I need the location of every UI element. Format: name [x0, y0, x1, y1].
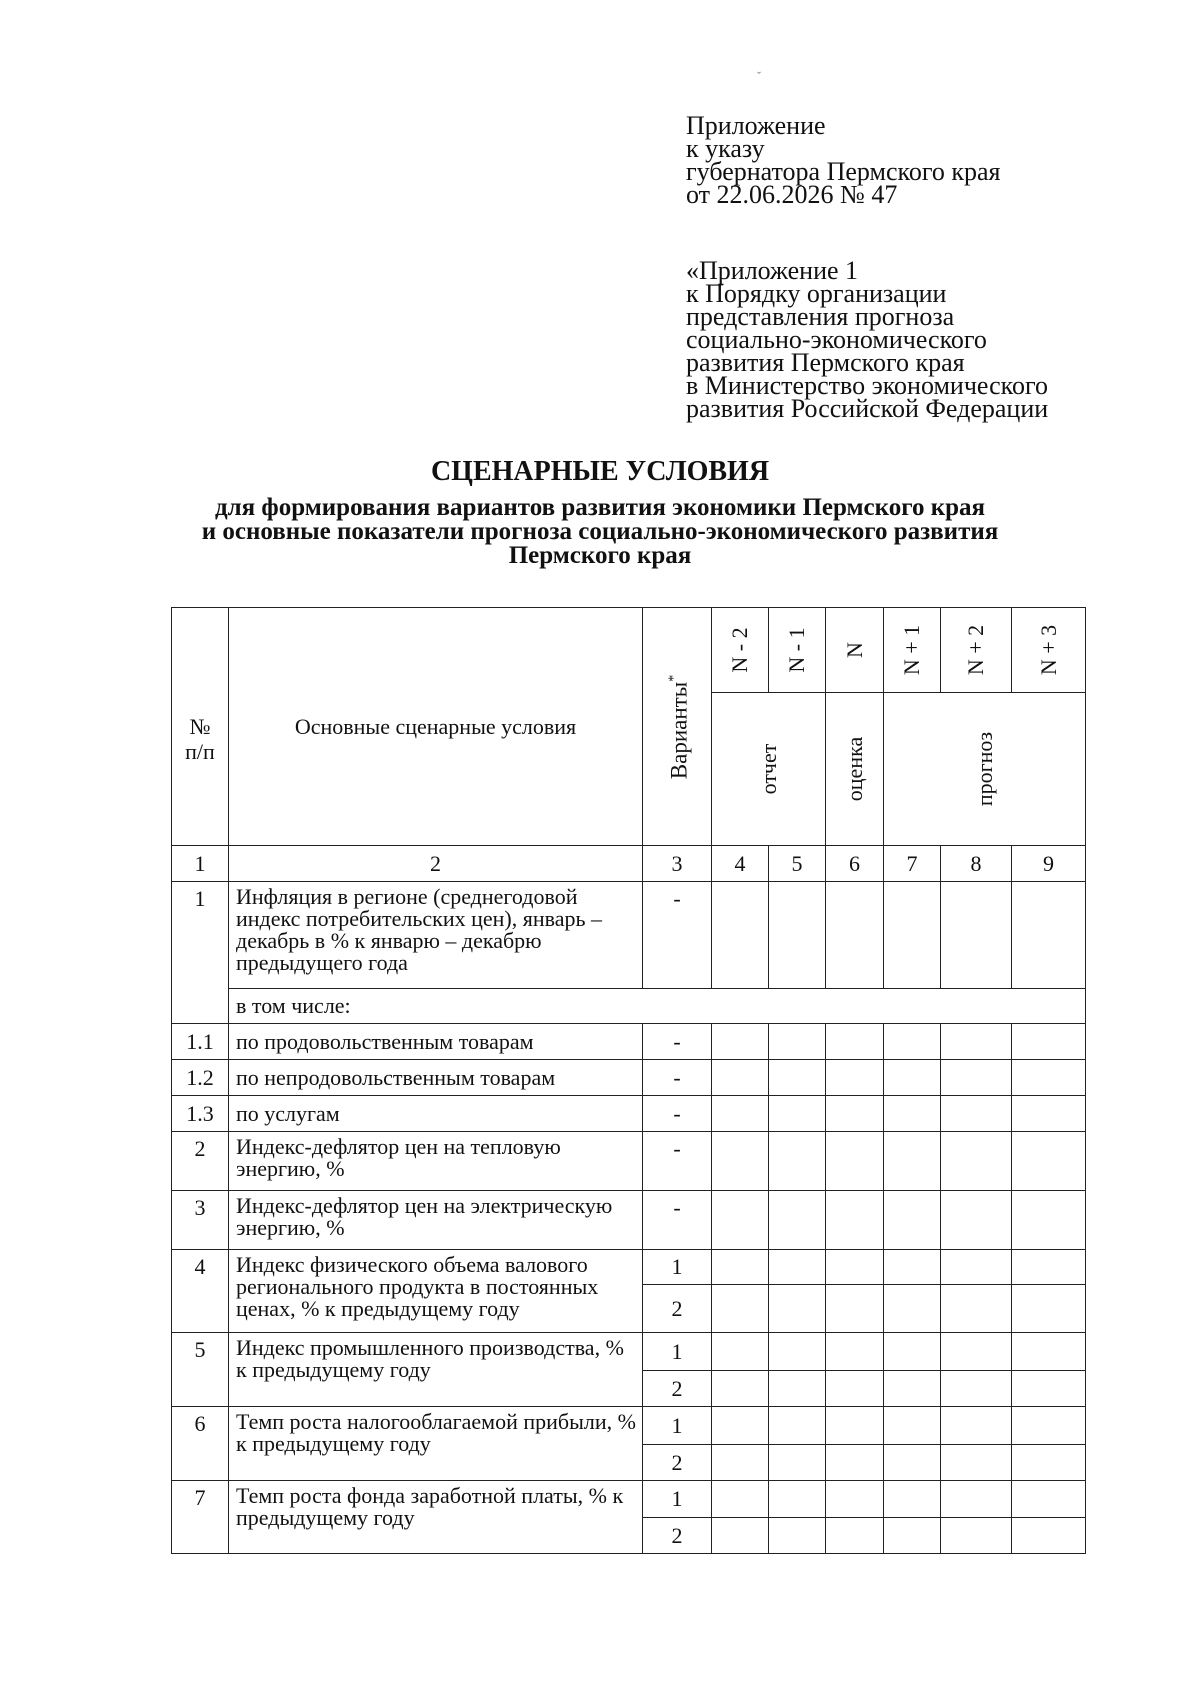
value-cell — [1012, 1371, 1086, 1407]
header-estimate — [826, 693, 884, 846]
value-cell — [884, 1445, 941, 1481]
value-cell — [941, 1191, 1012, 1250]
header-row — [172, 608, 1086, 693]
estimate-label: оценка — [841, 736, 867, 802]
value-cell — [712, 1407, 769, 1445]
row-text: по непродовольственным товарам — [229, 1060, 643, 1096]
value-cell — [941, 1132, 1012, 1191]
value-cell — [826, 1445, 884, 1481]
header-forecast — [884, 693, 1086, 846]
year-label: N + 1 — [899, 624, 924, 676]
row-variant: 1 — [643, 1250, 712, 1285]
value-cell — [941, 1445, 1012, 1481]
value-cell — [826, 1191, 884, 1250]
value-cell — [1012, 1445, 1086, 1481]
value-cell — [941, 1481, 1012, 1518]
table-row — [172, 1481, 1086, 1518]
row-number: 5 — [172, 1333, 229, 1407]
value-cell — [941, 1371, 1012, 1407]
row-number: 2 — [172, 1132, 229, 1191]
value-cell — [712, 1024, 769, 1060]
attachment-block-2 — [686, 256, 1049, 423]
attachment-line: развития Российской Федерации — [686, 394, 1049, 423]
value-cell — [712, 1371, 769, 1407]
year-label: N - 1 — [784, 627, 809, 673]
variants-footnote-mark: * — [666, 674, 682, 682]
value-cell — [769, 1407, 826, 1445]
value-cell — [712, 1191, 769, 1250]
attachment-line: социально-экономического — [686, 325, 987, 354]
value-cell — [769, 1191, 826, 1250]
row-text: Индекс-дефлятор цен на тепловую энергию, % — [229, 1132, 643, 1191]
header-year — [769, 608, 826, 693]
year-label: N + 3 — [1035, 624, 1061, 676]
header-variants-label: Варианты — [666, 681, 692, 779]
row-variant: 1 — [643, 1481, 712, 1518]
value-cell — [826, 1407, 884, 1445]
header-year — [884, 608, 941, 693]
table-row — [172, 1060, 1086, 1096]
value-cell — [1012, 1518, 1086, 1554]
value-cell — [826, 1285, 884, 1333]
subtitle-line: для формирования вариантов развития экономики Пермского края — [214, 494, 986, 521]
row-variant: 2 — [643, 1518, 712, 1554]
header-conditions — [229, 608, 643, 846]
column-number: 6 — [826, 846, 884, 882]
attachment-line: к Порядку организации — [686, 279, 947, 308]
forecast-label: прогноз — [971, 731, 997, 807]
column-number: 2 — [229, 846, 643, 882]
row-text: Инфляция в регионе (среднегодовой индекс потребительских цен), январь – декабрь в % к январю – декабрю предыдущего года — [229, 882, 643, 989]
row-number: 1.1 — [172, 1024, 229, 1060]
value-cell — [769, 1060, 826, 1096]
value-cell — [884, 1285, 941, 1333]
document-subtitle — [150, 496, 1050, 568]
header-variants — [643, 608, 712, 846]
value-cell — [769, 1096, 826, 1132]
row-variant: - — [643, 1096, 712, 1132]
value-cell — [1012, 1096, 1086, 1132]
value-cell — [826, 1024, 884, 1060]
header-conditions-label: Основные сценарные условия — [294, 713, 577, 739]
row-number: 4 — [172, 1250, 229, 1333]
value-cell — [712, 1445, 769, 1481]
row-variant: - — [643, 1191, 712, 1250]
value-cell — [1012, 1407, 1086, 1445]
value-cell — [941, 882, 1012, 989]
table-row-subheader — [172, 989, 1086, 1024]
value-cell — [769, 1481, 826, 1518]
value-cell — [1012, 1250, 1086, 1285]
table-row — [172, 1132, 1086, 1191]
header-report — [712, 693, 826, 846]
value-cell — [1012, 1191, 1086, 1250]
value-cell — [769, 1371, 826, 1407]
value-cell — [941, 1096, 1012, 1132]
scenario-table — [171, 607, 1086, 1554]
attachment-line: Приложение — [686, 111, 826, 140]
value-cell — [712, 1333, 769, 1371]
value-cell — [826, 1250, 884, 1285]
value-cell — [826, 1132, 884, 1191]
value-cell — [712, 1481, 769, 1518]
value-cell — [1012, 1060, 1086, 1096]
year-label: N — [841, 642, 867, 658]
row-text: Индекс физического объема валового регионального продукта в постоянных ценах, % к предыдущему году — [229, 1250, 643, 1333]
table-row — [172, 1250, 1086, 1285]
value-cell — [769, 1285, 826, 1333]
row-variant: 2 — [643, 1445, 712, 1481]
row-text: Индекс-дефлятор цен на электрическую энергию, % — [229, 1191, 643, 1250]
row-text: Темп роста фонда заработной платы, % к предыдущему году — [229, 1481, 643, 1554]
value-cell — [769, 1333, 826, 1371]
value-cell — [884, 1481, 941, 1518]
row-text: по услугам — [229, 1096, 643, 1132]
value-cell — [712, 1518, 769, 1554]
row-number: 1 — [172, 882, 229, 1024]
value-cell — [826, 1481, 884, 1518]
value-cell — [712, 1096, 769, 1132]
table-row — [172, 882, 1086, 989]
column-number: 8 — [941, 846, 1012, 882]
value-cell — [826, 882, 884, 989]
row-number: 3 — [172, 1191, 229, 1250]
value-cell — [884, 882, 941, 989]
value-cell — [884, 1333, 941, 1371]
row-text: Темп роста налогооблагаемой прибыли, % к предыдущему году — [229, 1407, 643, 1481]
value-cell — [941, 1250, 1012, 1285]
column-number: 1 — [172, 846, 229, 882]
value-cell — [884, 1024, 941, 1060]
value-cell — [1012, 1285, 1086, 1333]
value-cell — [1012, 1481, 1086, 1518]
row-subheader: в том числе: — [229, 989, 1086, 1024]
row-text: по продовольственным товарам — [229, 1024, 643, 1060]
row-text: Индекс промышленного производства, % к предыдущему году — [229, 1333, 643, 1407]
row-variant: 1 — [643, 1407, 712, 1445]
value-cell — [884, 1096, 941, 1132]
header-year — [826, 608, 884, 693]
value-cell — [769, 1518, 826, 1554]
row-number: 1.2 — [172, 1060, 229, 1096]
value-cell — [941, 1024, 1012, 1060]
value-cell — [712, 1250, 769, 1285]
value-cell — [1012, 1333, 1086, 1371]
value-cell — [884, 1407, 941, 1445]
row-number: 7 — [172, 1481, 229, 1554]
value-cell — [884, 1250, 941, 1285]
attachment-line: губернатора Пермского края — [686, 157, 1001, 186]
value-cell — [941, 1285, 1012, 1333]
value-cell — [769, 1445, 826, 1481]
column-number: 5 — [769, 846, 826, 882]
header-year — [712, 608, 769, 693]
value-cell — [712, 1285, 769, 1333]
table-row — [172, 1191, 1086, 1250]
subtitle-line: Пермского края — [508, 542, 692, 569]
value-cell — [769, 1250, 826, 1285]
attachment-line: к указу — [686, 134, 765, 163]
table-row — [172, 1333, 1086, 1371]
attachment-line: от 22.06.2026 № 47 — [686, 180, 898, 209]
value-cell — [826, 1060, 884, 1096]
value-cell — [884, 1132, 941, 1191]
value-cell — [941, 1518, 1012, 1554]
column-number: 9 — [1012, 846, 1086, 882]
value-cell — [1012, 1024, 1086, 1060]
value-cell — [884, 1371, 941, 1407]
value-cell — [712, 1132, 769, 1191]
attachment-block — [686, 111, 1001, 209]
value-cell — [884, 1060, 941, 1096]
row-variant: - — [643, 1060, 712, 1096]
page-mark: ˇ — [757, 69, 761, 83]
year-label: N - 2 — [727, 627, 752, 673]
value-cell — [941, 1407, 1012, 1445]
table-row — [172, 1096, 1086, 1132]
value-cell — [826, 1371, 884, 1407]
subtitle-line: и основные показатели прогноза социально-экономического развития — [201, 518, 999, 545]
table-row — [172, 1407, 1086, 1445]
header-year — [1012, 608, 1086, 693]
value-cell — [769, 1024, 826, 1060]
value-cell — [884, 1191, 941, 1250]
header-year — [941, 608, 1012, 693]
attachment-line: представления прогноза — [686, 302, 955, 331]
value-cell — [712, 1060, 769, 1096]
header-num-label: № п/п — [185, 713, 215, 764]
column-number-row — [172, 846, 1086, 882]
document-title: СЦЕНАРНЫЕ УСЛОВИЯ — [430, 456, 770, 487]
attachment-line: в Министерство экономического — [686, 371, 1048, 400]
row-number: 1.3 — [172, 1096, 229, 1132]
row-variant: 2 — [643, 1371, 712, 1407]
row-variant: - — [643, 1132, 712, 1191]
row-variant: 1 — [643, 1333, 712, 1371]
header-num — [172, 608, 229, 846]
value-cell — [1012, 882, 1086, 989]
value-cell — [1012, 1132, 1086, 1191]
value-cell — [826, 1096, 884, 1132]
value-cell — [826, 1518, 884, 1554]
row-number: 6 — [172, 1407, 229, 1481]
column-number: 4 — [712, 846, 769, 882]
value-cell — [769, 1132, 826, 1191]
value-cell — [769, 882, 826, 989]
table-row — [172, 1024, 1086, 1060]
report-label: отчет — [755, 743, 781, 795]
value-cell — [826, 1333, 884, 1371]
row-variant: 2 — [643, 1285, 712, 1333]
attachment-line: «Приложение 1 — [686, 256, 859, 285]
row-variant: - — [643, 1024, 712, 1060]
value-cell — [712, 882, 769, 989]
value-cell — [884, 1518, 941, 1554]
value-cell — [941, 1333, 1012, 1371]
year-label: N + 2 — [963, 624, 988, 676]
row-variant: - — [643, 882, 712, 989]
value-cell — [941, 1060, 1012, 1096]
column-number: 7 — [884, 846, 941, 882]
attachment-line: развития Пермского края — [686, 348, 965, 377]
column-number: 3 — [643, 846, 712, 882]
